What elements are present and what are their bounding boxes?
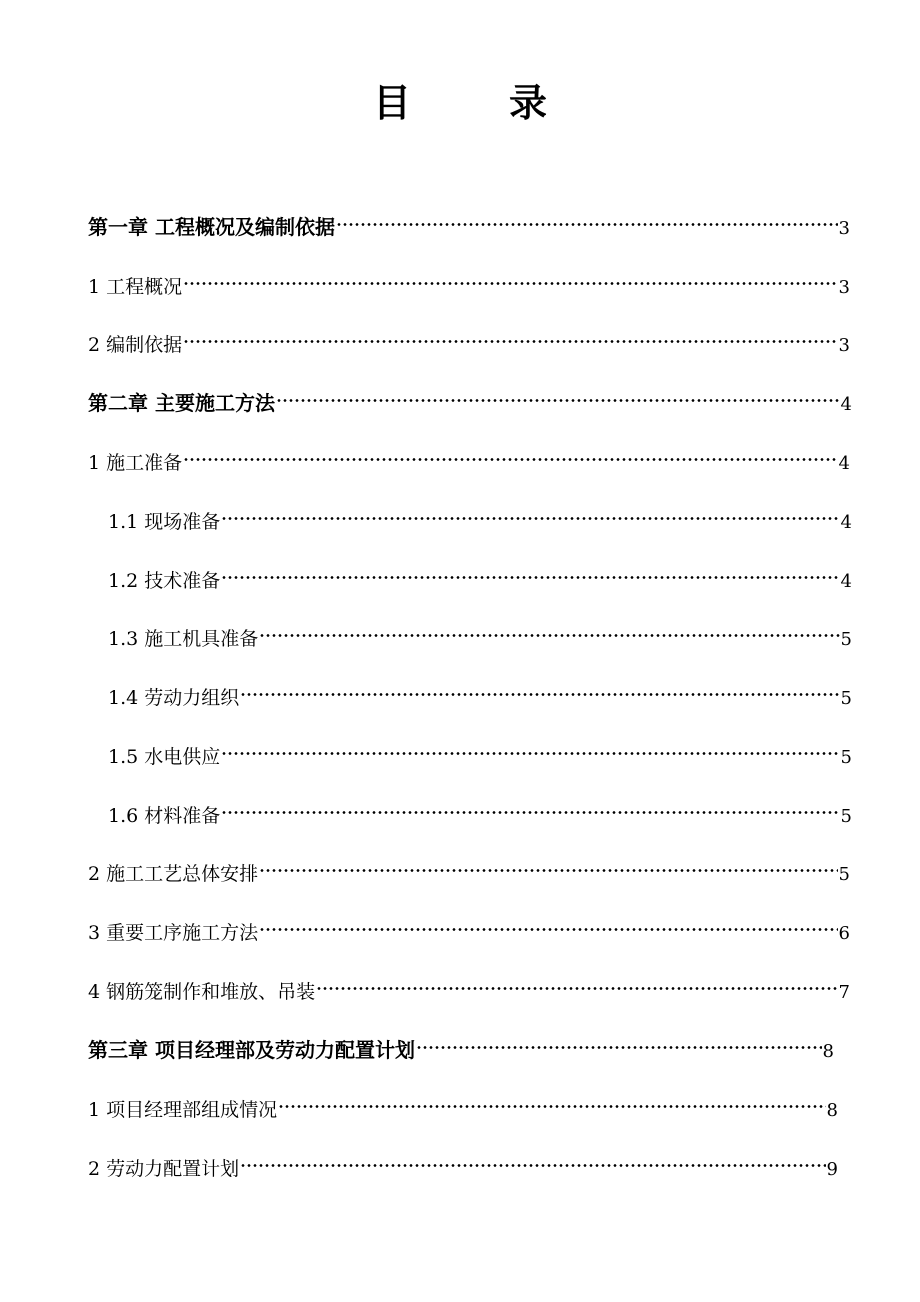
toc-page-number: 4 xyxy=(840,512,852,533)
toc-dot-leader xyxy=(240,674,839,704)
toc-entry-section[interactable] xyxy=(88,321,850,356)
title-char-left: 目 xyxy=(372,81,411,125)
toc-dot-leader xyxy=(276,380,840,410)
toc-entry-label: 1.6 材料准备 xyxy=(108,805,221,827)
toc-entry-label: 2 编制依据 xyxy=(88,334,183,356)
toc-entry-label: 1.1 现场准备 xyxy=(108,511,221,533)
toc-dot-leader xyxy=(259,909,837,939)
toc-entry-chapter-1[interactable] xyxy=(88,204,850,239)
toc-entry-label: 1.3 施工机具准备 xyxy=(108,628,259,650)
toc-dot-leader xyxy=(221,557,839,587)
toc-page-number: 4 xyxy=(838,453,850,474)
toc-dot-leader xyxy=(183,439,837,469)
toc-entry-section[interactable] xyxy=(88,439,850,474)
toc-page-number: 5 xyxy=(840,629,852,650)
toc-entry-section[interactable] xyxy=(88,1086,838,1121)
toc-page-number: 8 xyxy=(822,1041,834,1062)
toc-entry-label: 3 重要工序施工方法 xyxy=(88,922,259,944)
toc-entry-label: 4 钢筋笼制作和堆放、吊装 xyxy=(88,981,316,1003)
toc-entry-label: 第二章 主要施工方法 xyxy=(88,391,275,415)
toc-entry-section[interactable] xyxy=(88,909,850,944)
toc-page-number: 4 xyxy=(840,394,852,415)
toc-entry-chapter-3[interactable] xyxy=(88,1027,834,1062)
toc-entry-section[interactable] xyxy=(88,850,850,885)
toc-page-number: 7 xyxy=(838,982,850,1003)
toc-dot-leader xyxy=(221,498,839,528)
toc-entry-chapter-2[interactable] xyxy=(88,380,852,415)
toc-page-number: 3 xyxy=(838,335,850,356)
toc-page-number: 5 xyxy=(838,864,850,885)
toc-page-number: 6 xyxy=(838,923,850,944)
toc-page-number: 9 xyxy=(826,1159,838,1180)
toc-page-number: 3 xyxy=(838,218,850,239)
toc-entry-label: 1 施工准备 xyxy=(88,452,183,474)
toc-dot-leader xyxy=(221,792,839,822)
toc-dot-leader xyxy=(259,615,839,645)
toc-entry-section[interactable] xyxy=(88,968,850,1003)
toc-entry-label: 1.5 水电供应 xyxy=(108,746,221,768)
toc-entry-label: 第三章 项目经理部及劳动力配置计划 xyxy=(88,1038,415,1062)
toc-entry-label: 第一章 工程概况及编制依据 xyxy=(88,215,335,239)
toc-entry-subsection[interactable] xyxy=(108,792,852,827)
toc-entry-subsection[interactable] xyxy=(108,674,852,709)
toc-entry-subsection[interactable] xyxy=(108,615,852,650)
toc-dot-leader xyxy=(278,1086,825,1116)
toc-page-number: 5 xyxy=(840,806,852,827)
title-char-right: 录 xyxy=(509,81,548,125)
toc-page-number: 8 xyxy=(826,1100,838,1121)
toc-dot-leader xyxy=(316,968,837,998)
toc-entry-label: 1 项目经理部组成情况 xyxy=(88,1099,278,1121)
toc-entry-label: 1 工程概况 xyxy=(88,276,183,298)
toc-dot-leader xyxy=(183,263,837,293)
toc-dot-leader xyxy=(416,1027,822,1057)
toc-dot-leader xyxy=(183,321,837,351)
toc-page-number: 3 xyxy=(838,277,850,298)
toc-entry-label: 2 劳动力配置计划 xyxy=(88,1158,240,1180)
toc-page-number: 4 xyxy=(840,571,852,592)
toc-entry-label: 1.2 技术准备 xyxy=(108,570,221,592)
toc-dot-leader xyxy=(240,1145,825,1175)
toc-entry-subsection[interactable] xyxy=(108,733,852,768)
toc-entry-label: 1.4 劳动力组织 xyxy=(108,687,240,709)
toc-dot-leader xyxy=(259,850,837,880)
toc-entry-subsection[interactable] xyxy=(108,498,852,533)
toc-entry-section[interactable] xyxy=(88,1145,838,1180)
toc-entry-section[interactable] xyxy=(88,263,850,298)
toc-entry-subsection[interactable] xyxy=(108,557,852,592)
toc-entry-label: 2 施工工艺总体安排 xyxy=(88,863,259,885)
toc-dot-leader xyxy=(336,204,838,234)
toc-dot-leader xyxy=(221,733,839,763)
toc-page-number: 5 xyxy=(840,688,852,709)
toc-page-number: 5 xyxy=(840,747,852,768)
